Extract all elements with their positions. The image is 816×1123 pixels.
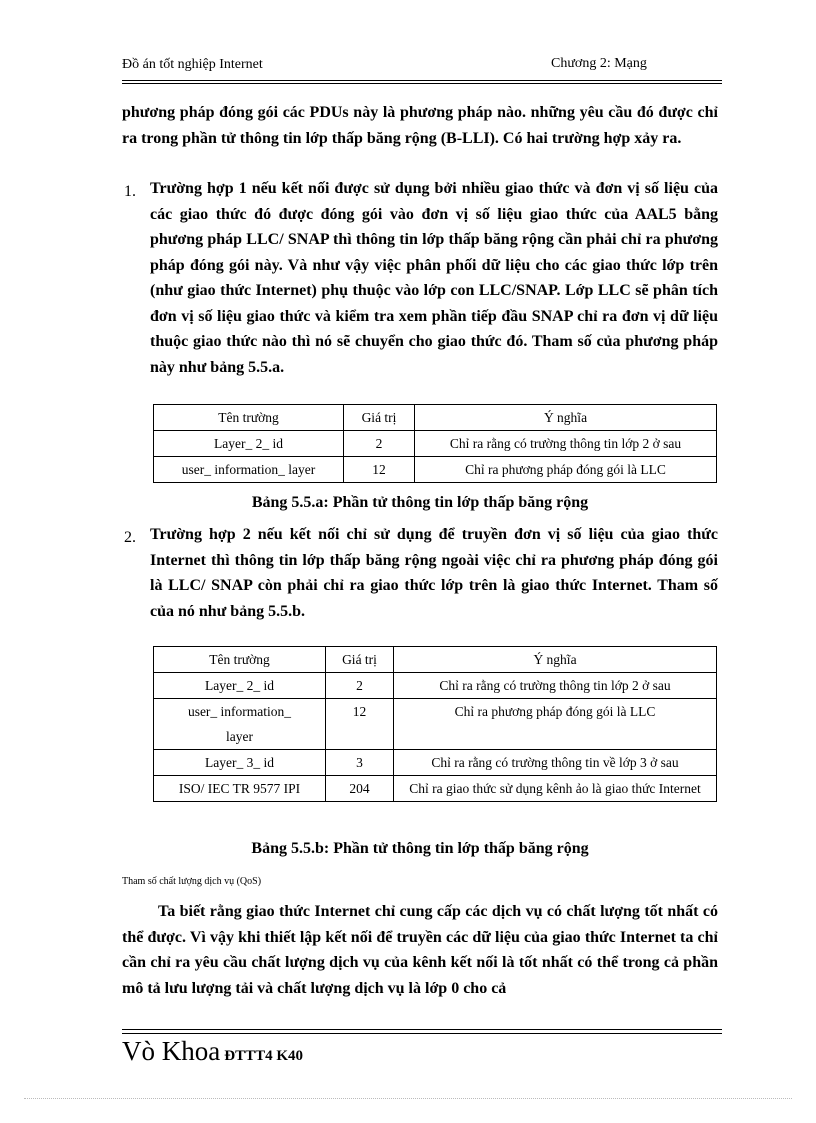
table-row — [154, 673, 717, 699]
table-a-header-meaning: Ý nghĩa — [415, 405, 717, 431]
header-left: Đồ án tốt nghiệp Internet — [122, 57, 263, 72]
table-a — [153, 404, 717, 483]
table-a-header-name: Tên trường — [154, 405, 344, 431]
table-cell: 204 — [326, 776, 394, 802]
table-cell: Chỉ ra rằng có trường thông tin về lớp 3 ở sau — [394, 750, 717, 776]
table-cell: Chỉ ra giao thức sử dụng kênh ảo là giao thức Internet — [394, 776, 717, 802]
table-cell: 12 — [344, 457, 415, 483]
footer-name: Vò Khoa — [122, 1036, 221, 1066]
table-cell: 2 — [344, 431, 415, 457]
table-cell: Layer_ 2_ id — [154, 673, 326, 699]
table-b-header-meaning: Ý nghĩa — [394, 647, 717, 673]
qos-heading: Tham số chất lượng dịch vụ (QoS) — [122, 876, 262, 887]
closing-paragraph: Ta biết rằng giao thức Internet chỉ cung cấp các dịch vụ có chất lượng tốt nhất có thể được. Vì vậy khi thiết lập kết nối để truyền các dữ liệu của giao thức Internet ta chỉ cần chỉ ra yêu cầu chất lượng dịch vụ của kênh kết nối là tốt nhất có thể trong cả phần mô tả lưu lượng tải và chất lượng dịch vụ là lớp 0 cho cả — [122, 903, 718, 997]
list-number-2: 2. — [124, 529, 136, 546]
footer-author — [122, 1036, 303, 1067]
table-b-header-value: Giá trị — [326, 647, 394, 673]
table-row — [154, 457, 717, 483]
header-right: Chương 2: Mạng — [551, 56, 647, 71]
list-item-2: Trường hợp 2 nếu kết nối chỉ sử dụng để truyền đơn vị số liệu của giao thức Internet thì thông tin lớp thấp băng rộng ngoài việc chỉ ra phương pháp đóng gói là LLC/ SNAP còn phải chỉ ra giao thức lớp trên là giao thức Internet. Tham số của nó như bảng 5.5.b. — [150, 526, 718, 620]
table-row — [154, 699, 717, 750]
table-cell: 2 — [326, 673, 394, 699]
table-cell: Chỉ ra phương pháp đóng gói là LLC — [415, 457, 717, 483]
table-a-header-value: Giá trị — [344, 405, 415, 431]
footer-code: ĐTTT4 K40 — [224, 1048, 303, 1064]
list-item-1: Trường hợp 1 nếu kết nối được sử dụng bởi nhiều giao thức và đơn vị số liệu của các giao thức đó được đóng gói vào đơn vị số liệu giao thức của AAL5 bằng phương pháp LLC/ SNAP thì thông tin lớp thấp băng rộng cần phải chỉ ra phương pháp đóng gói này. Và như vậy việc phân phối dữ liệu cho các giao thức lớp trên (như giao thức Internet) phụ thuộc vào lớp con LLC/SNAP. Lớp LLC sẽ phân tích đơn vị số liệu giao thức và kiểm tra xem phần tiếp đầu SNAP chỉ ra đơn vị dữ liệu thuộc giao thức nào thì nó sẽ chuyển cho giao thức đó. Tham số của phương pháp này như bảng 5.5.a. — [150, 180, 718, 376]
footer-rule-bottom — [122, 1033, 722, 1034]
table-cell: user_ information_ layer — [154, 457, 344, 483]
header-rule — [122, 80, 722, 84]
table-a-caption: Bảng 5.5.a: Phần tử thông tin lớp thấp băng rộng — [251, 494, 589, 511]
page-bottom-dotted-line — [24, 1098, 792, 1099]
table-b-caption: Bảng 5.5.b: Phần tử thông tin lớp thấp băng rộng — [251, 840, 589, 857]
table-a-header-row — [154, 405, 717, 431]
table-row — [154, 750, 717, 776]
table-cell: 12 — [326, 699, 394, 750]
table-cell: Layer_ 3_ id — [154, 750, 326, 776]
table-b — [153, 646, 717, 802]
table-b-header-row — [154, 647, 717, 673]
list-number-1: 1. — [124, 183, 136, 200]
footer-rule-top — [122, 1029, 722, 1030]
table-row — [154, 776, 717, 802]
table-cell: ISO/ IEC TR 9577 IPI — [154, 776, 326, 802]
table-cell: Layer_ 2_ id — [154, 431, 344, 457]
table-cell: user_ information_ layer — [154, 699, 326, 750]
table-cell: Chỉ ra phương pháp đóng gói là LLC — [394, 699, 717, 750]
table-cell: Chỉ ra rằng có trường thông tin lớp 2 ở sau — [394, 673, 717, 699]
table-row — [154, 431, 717, 457]
table-cell: Chỉ ra rằng có trường thông tin lớp 2 ở sau — [415, 431, 717, 457]
table-b-header-name: Tên trường — [154, 647, 326, 673]
intro-paragraph: phương pháp đóng gói các PDUs này là phương pháp nào. những yêu cầu đó được chỉ ra trong phần tử thông tin lớp thấp băng rộng (B-LLI). Có hai trường hợp xảy ra. — [122, 104, 718, 147]
table-cell: 3 — [326, 750, 394, 776]
